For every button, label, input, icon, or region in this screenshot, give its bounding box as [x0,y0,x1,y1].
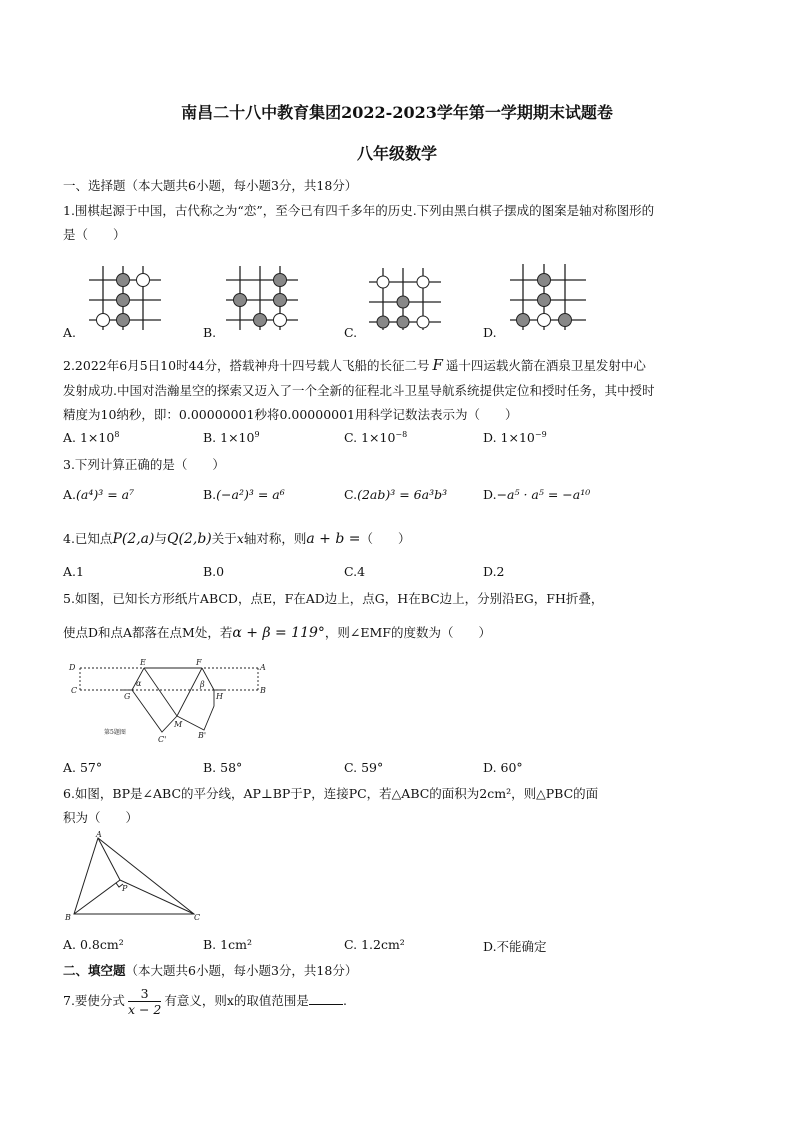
q6-line1: 6.如图，BP是∠ABC的平分线，AP⊥BP于P，连接PC，若△ABC的面积为2cm²，则△PBC的面 [63,786,599,801]
q4-stem-tail: 轴对称，则 [243,531,307,546]
q5-label-g: G [124,692,131,701]
q7-pre: 7.要使分式 [63,993,125,1008]
q3-option-a-label: A. [63,487,77,502]
q4-axis: x [236,531,244,546]
q5-line2-tail: ，则∠EMF的度数为（ ） [324,625,491,640]
q4-option-b: B.0 [203,564,225,579]
q5-label-alpha: α [136,679,142,688]
q7-fraction [128,986,161,1017]
q3-option-c-expr: (2ab)³ = 6a³b³ [357,487,448,502]
q6-label-a: A [96,830,102,839]
q3-option-a [63,487,134,502]
q4-stem-pre: 4.已知点 [63,531,113,546]
q2-option-a-base: A. 1×10 [63,430,115,446]
q5-label-e: E [140,658,146,667]
q4-stem [63,529,410,547]
q6-label-c: C [194,913,201,922]
q5-option-c: C. 59° [344,760,384,775]
q1-figure-d [508,260,588,332]
exam-subtitle: 八年级数学 [356,144,437,163]
q6-label-p: P [122,884,128,893]
q5-label-m: M [174,720,183,729]
q1-figure-c [365,264,445,332]
q3-option-b [203,487,285,502]
q5-label-b-prime: B' [198,731,207,740]
q5-label-a: A [260,663,266,672]
q6-option-a: A. 0.8cm² [63,937,124,952]
q5-label-c: C [71,686,78,695]
q3-option-d-expr: −a⁵ · a⁵ = −a¹⁰ [496,487,591,502]
q5-option-d: D. 60° [483,760,523,775]
section2-heading-rest: （本大题共6小题，每小题3分，共18分） [125,963,358,978]
q3-option-d [483,487,590,502]
q1-option-c: C. [344,325,358,340]
q5-label-b: B [260,686,266,695]
q2-line1-tail: 遥十四运载火箭在酒泉卫星发射中心 [445,358,646,373]
q2-line1-var: F [432,356,443,374]
q1-figure-b [222,262,302,332]
q6-option-d: D.不能确定 [483,939,547,954]
q1-figure-a [85,262,165,332]
q1-option-d: D. [483,325,497,340]
q7-end: . [342,993,347,1008]
q2-option-a-exp: 8 [114,430,120,439]
q2-line2: 发射成功.中国对浩瀚星空的探索又迈入了一个全新的征程北斗卫星导航系统提供定位和授时任务，其中授时 [63,383,655,398]
q4-point-p: P(2,a) [112,531,155,547]
q6-figure [64,832,204,924]
q2-option-c [344,430,407,445]
q2-option-d-base: D. 1×10 [483,430,535,446]
q4-option-d: D.2 [483,564,505,579]
q5-option-a: A. 57° [63,760,103,775]
q2-option-b-base: B. 1×10 [203,430,255,446]
q2-option-b [203,430,260,445]
q5-label-beta: β [200,680,205,689]
q4-stem-mid: 与 [154,531,168,546]
q2-option-d-exp: −9 [534,430,547,439]
q6-option-b: B. 1cm² [203,937,252,952]
section2-heading [63,961,357,979]
q5-label-f: F [196,658,202,667]
q5-line2 [63,623,491,641]
q2-line1 [63,356,646,374]
q7-answer-blank[interactable] [309,992,343,1005]
q5-label-c-prime: C' [158,735,167,744]
q4-point-q: Q(2,b) [167,531,212,547]
q3-option-b-label: B. [203,487,217,502]
q1-option-a: A. [63,325,77,340]
q3-option-b-expr: (−a²)³ = a⁶ [216,487,285,502]
q3-option-c-label: C. [344,487,358,502]
q6-label-b: B [65,913,71,922]
q5-line2-expr: α + β = 119° [232,625,325,641]
q3-option-d-label: D. [483,487,497,502]
q2-option-c-exp: −8 [395,430,408,439]
q2-option-d [483,430,547,445]
q3-option-a-expr: (a⁴)³ = a⁷ [76,487,135,502]
exam-title: 南昌二十八中教育集团2022-2023学年第一学期期末试题卷 [181,103,613,122]
q3-option-c [344,487,447,502]
q6-option-c: C. 1.2cm² [344,937,405,952]
q5-label-h: H [216,692,223,701]
q2-line1-text: 2.2022年6月5日10时44分，搭载神舟十四号载人飞船的长征二号 [63,358,430,373]
q2-option-c-base: C. 1×10 [344,430,396,446]
q2-option-a [63,430,119,445]
q4-option-c: C.4 [344,564,366,579]
q3-stem: 3.下列计算正确的是（ ） [63,457,225,472]
q1-line1: 1.围棋起源于中国，古代称之为“恋”，至今已有四千多年的历史.下列由黑白棋子摆成的图案是轴对称图形的 [63,203,655,218]
q7-tail: 有意义，则x的取值范围是 [164,993,309,1008]
q5-line1: 5.如图，已知长方形纸片ABCD，点E，F在AD边上，点G，H在BC边上，分别沿EG，FH折叠， [63,591,604,606]
q4-stem-mid2: 关于 [211,531,237,546]
q5-option-b: B. 58° [203,760,243,775]
q1-option-b: B. [203,325,217,340]
q6-line2: 积为（ ） [63,810,139,825]
q1-line2: 是（ ） [63,227,126,242]
q4-option-a: A.1 [63,564,84,579]
q5-line2-pre: 使点D和点A都落在点M处，若 [63,625,233,640]
q5-figure-caption: 第5题图 [104,729,126,736]
q4-paren: （ ） [360,531,411,546]
q2-line3: 精度为10纳秒，即：0.00000001秒将0.00000001用科学记数法表示为（ ） [63,407,518,422]
q7-denominator: x − 2 [127,1002,162,1017]
section1-heading: 一、选择题（本大题共6小题，每小题3分，共18分） [63,178,358,193]
q4-expr: a + b = [306,531,361,547]
q7-stem [63,986,347,1017]
section2-heading-bold: 二、填空题 [63,963,126,978]
q2-option-b-exp: 9 [254,430,260,439]
q5-figure [64,656,274,748]
q5-label-d: D [69,663,76,672]
q7-numerator: 3 [128,986,161,1002]
